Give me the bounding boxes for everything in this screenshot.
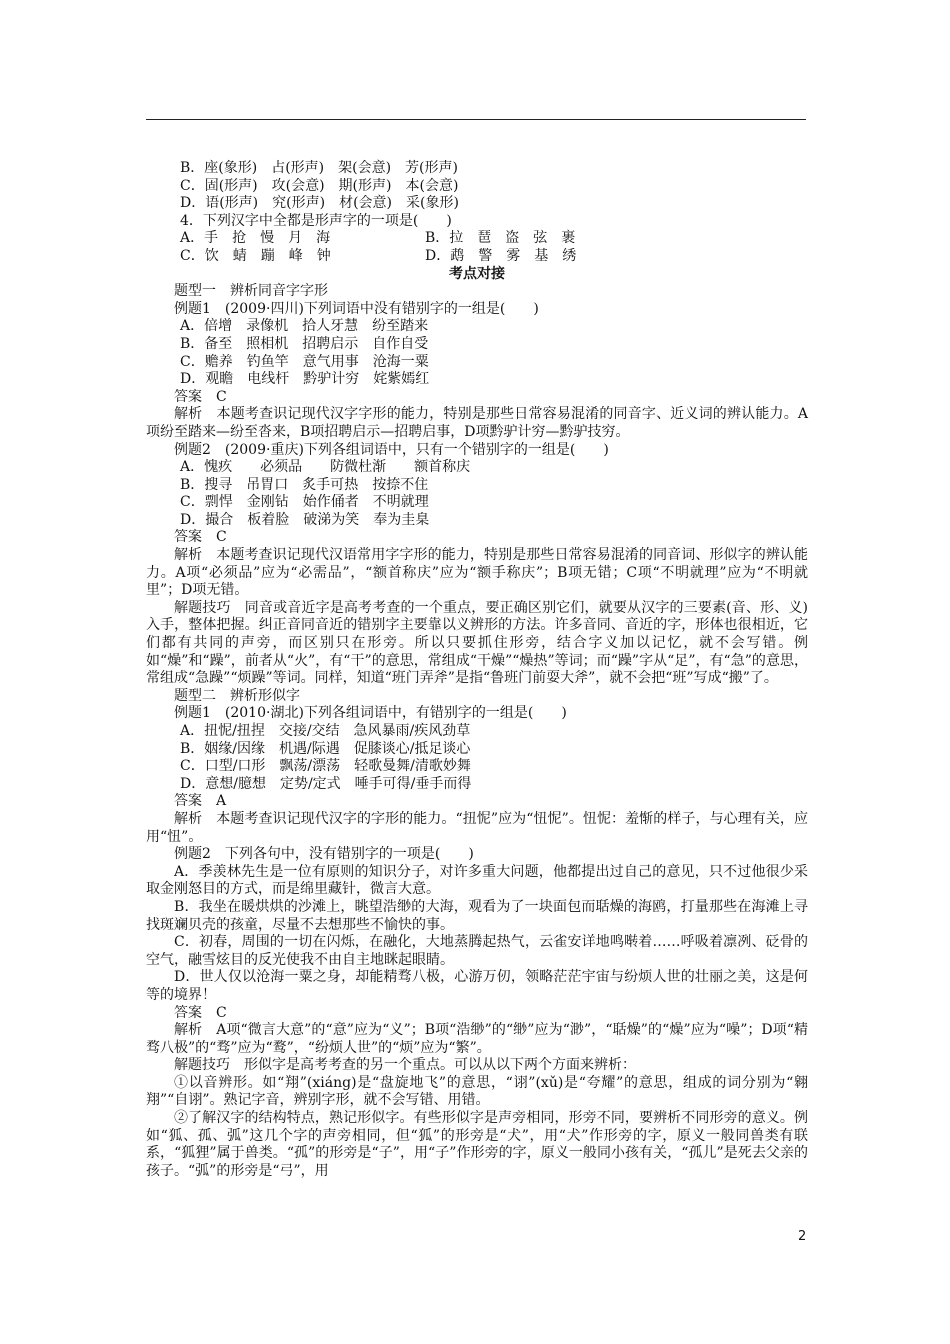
option-line: D．撮合 板着脸 破涕为笑 奉为圭臬	[180, 511, 430, 528]
answer: 答案 C	[174, 388, 227, 405]
answer: 答案 C	[174, 1004, 227, 1021]
analysis: 解析 本题考查识记现代汉字字形的能力，特别是那些日常容易混淆的同音字、近义词的辨认能力。A项纷至踏来—纷至沓来，B项招聘启示—招聘启事，D项黔驴计穷—黔驴技穷。	[146, 406, 808, 440]
option-line: A．扭怩/扭捏 交接/交结 急风暴雨/疾风劲草	[180, 723, 471, 739]
tip-2: ②了解汉字的结构特点，熟记形似字。有些形似字是声旁相同，形旁不同，要辨析不同形旁的意义。例如“狐、孤、弧”这几个字的声旁相同，但“狐”的形旁是“犬”，用“犬”作形旁的字，原义一般同兽类有联系，“狐狸”属于兽类。“孤”的形旁是“子”，用“子”作形旁的字，原义一般同小孩有关，“孤儿”是死去父亲的孩子。“弧”的形旁是“弓”，用	[146, 1110, 808, 1179]
option-line: C．口型/口形 飘荡/漂荡 轻歌曼舞/清歌妙舞	[180, 758, 471, 775]
option-paragraph: D．世人仅以沧海一粟之身，却能精骛八极，心游万仞，领略茫茫宇宙与纷烦人世的壮丽之美，这是何等的境界！	[146, 969, 808, 1003]
header-rule	[146, 119, 806, 120]
tips: 解题技巧 同音或音近字是高考考查的一个重点，要正确区别它们，就要从汉字的三要素(音、形、义)入手，整体把握。纠正音同音近的错别字主要靠以义辨形的方法。许多音同、音近的字，形体也很相近，它们都有共同的声旁，而区别只在形旁。所以只要抓住形旁，结合字义加以记忆，就不会写错。例如“燥”和“躁”，前者从“火”，有“干”的意思，常组成“干燥”“燥热”等词；而“躁”字从“足”，有“急”的意思，常组成“急躁”“烦躁”等词。同样，知道“班门弄斧”是指“鲁班门前耍大斧”，就不会把“班”写成“搬”了。	[146, 599, 808, 687]
analysis: 解析 本题考查识记现代汉语常用字字形的能力，特别是那些日常容易混淆的同音词、形似字的辨认能力。A项“必须品”应为“必需品”，“额首称庆”应为“额手称庆”；B项无错；C项“不明就理”应为“不明就里”；D项无错。	[146, 547, 808, 599]
option-line: A．愧疚 必须品 防微杜渐 额首称庆	[180, 459, 471, 476]
option-line: D．观瞻 电线杆 黔驴计穷 姹紫嫣红	[180, 371, 430, 388]
option-line: D．语(形声) 究(形声) 材(会意) 采(象形)	[180, 195, 459, 212]
type1-ex2-question: 例题2 (2009·重庆)下列各组词语中，只有一个错别字的一组是( )	[174, 441, 609, 458]
analysis: 解析 A项“微言大意”的“意”应为“义”；B项“浩缈”的“缈”应为“渺”，“聒燥”的“燥”应为“噪”；D项“精骛八极”的“骛”应为“鹜”，“纷烦人世”的“烦”应为“繁”。	[146, 1022, 808, 1056]
option-line: C．赡养 钓鱼竿 意气用事 沧海一粟	[180, 353, 429, 370]
option-line: B．座(象形) 占(形声) 架(会意) 芳(形声)	[180, 160, 458, 176]
q4-option-c: C．饮 蜻 蹦 峰 钟	[180, 247, 331, 264]
q4-option-b: B．拉 琶 盗 弦 裹	[425, 230, 576, 247]
answer: 答案 A	[174, 793, 227, 810]
answer: 答案 C	[174, 529, 227, 546]
analysis: 解析 本题考查识记现代汉字的字形的能力。“扭怩”应为“忸怩”。忸怩：羞惭的样子，与心理有关，应用“忸”。	[146, 810, 808, 845]
type1-heading: 题型一 辨析同音字字形	[174, 283, 328, 300]
question-4: 4．下列汉字中全都是形声字的一项是( )	[180, 212, 452, 229]
page-body	[146, 160, 808, 1180]
tips-heading: 解题技巧 形似字是高考考查的另一个重点。可以从以下两个方面来辨析：	[174, 1057, 636, 1074]
q4-options-row	[174, 248, 808, 266]
type2-heading: 题型二 辨析形似字	[174, 687, 300, 704]
option-line: A．倍增 录像机 拾人牙慧 纷至踏来	[180, 318, 429, 335]
section-title: 考点对接	[449, 265, 505, 282]
option-line: B．姻缘/因缘 机遇/际遇 促膝谈心/抵足谈心	[180, 740, 471, 757]
option-line: B．搜寻 吊胃口 炙手可热 按捺不住	[180, 476, 429, 493]
option-paragraph: C．初春，周围的一切在闪烁，在融化，大地蒸腾起热气，云雀安详地鸣啭着……呼吸着凛冽、砭骨的空气，融雪炫目的反光使我不由自主地眯起眼睛。	[146, 934, 808, 968]
q4-option-d: D．鹉 警 雾 基 绣	[425, 247, 577, 264]
option-paragraph: A．季羡林先生是一位有原则的知识分子，对许多重大问题，他都提出过自己的意见，只不过他很少采取金刚怒目的方式，而是绵里藏针，微言大意。	[146, 863, 808, 898]
type1-ex1-question: 例题1 (2009·四川)下列词语中没有错别字的一组是( )	[174, 300, 539, 317]
q4-options-row	[174, 230, 808, 248]
option-line: D．意想/臆想 定势/定式 唾手可得/垂手而得	[180, 775, 472, 792]
option-paragraph: B．我坐在暖烘烘的沙滩上，眺望浩缈的大海，观看为了一块面包而聒燥的海鸥，打量那些在海滩上寻找斑斓贝壳的孩童，尽量不去想那些不愉快的事。	[146, 898, 808, 933]
option-line: C．剽悍 金刚钻 始作俑者 不明就理	[180, 494, 429, 511]
option-line: C．固(形声) 攻(会意) 期(形声) 本(会意)	[180, 177, 459, 194]
tip-1: ①以音辨形。如“翔”(xiáng)是“盘旋地飞”的意思，“诩”(xǔ)是“夸耀”的意思，组成的词分别为“翱翔”“自诩”。熟记字音，辨别字形，就不会写错、用错。	[146, 1074, 808, 1109]
page-number: 2	[798, 1229, 807, 1244]
type2-ex1-question: 例题1 (2010·湖北)下列各组词语中，有错别字的一组是( )	[174, 705, 567, 722]
type2-ex2-question: 例题2 下列各句中，没有错别字的一项是( )	[174, 846, 474, 863]
q4-option-a: A．手 抢 慢 月 海	[180, 230, 331, 247]
option-line: B．备至 照相机 招聘启示 自作自受	[180, 335, 429, 352]
